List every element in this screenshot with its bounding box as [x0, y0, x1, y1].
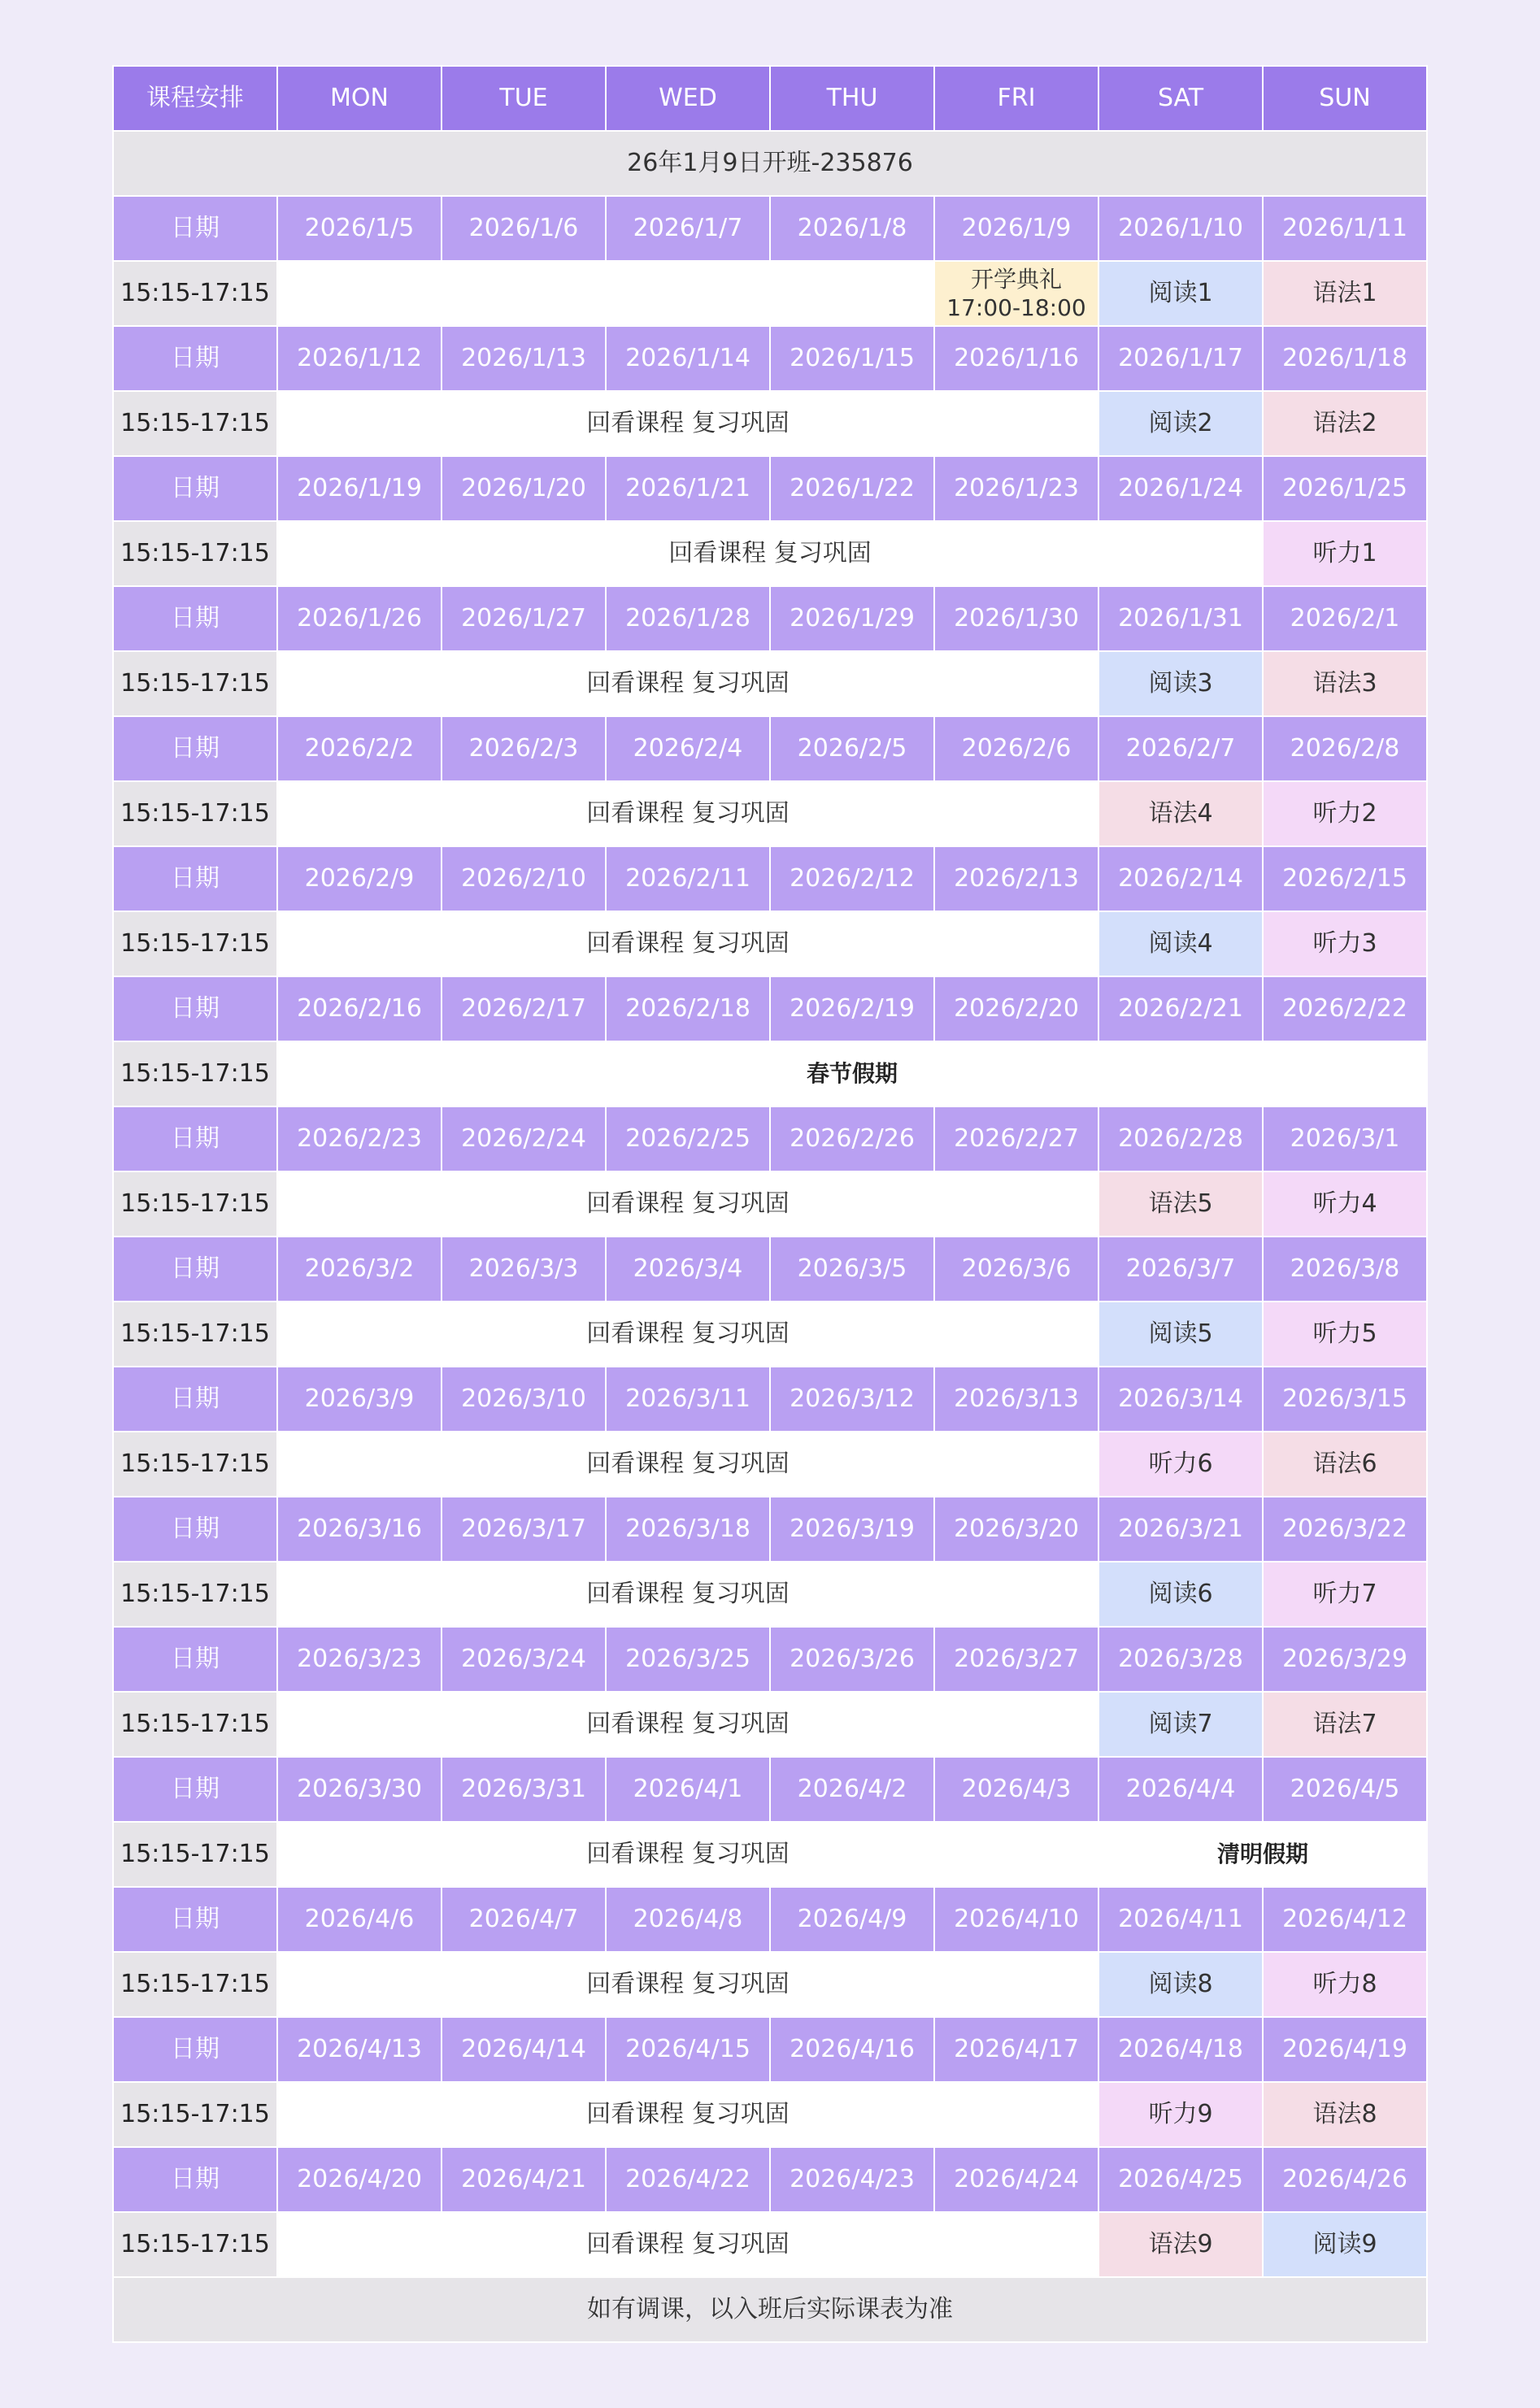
date-row — [113, 2147, 1427, 2212]
session-listening: 听力5 — [1263, 1302, 1427, 1367]
session-review: 回看课程 复习巩固 — [277, 2082, 1098, 2147]
session-row — [113, 521, 1427, 586]
date-cell: 2026/2/27 — [934, 1106, 1098, 1171]
date-cell: 2026/1/23 — [934, 456, 1098, 521]
date-row — [113, 1497, 1427, 1562]
date-cell: 2026/2/3 — [442, 716, 606, 781]
date-cell: 2026/2/17 — [442, 976, 606, 1041]
date-cell: 2026/3/26 — [770, 1627, 934, 1692]
session-reading: 阅读1 — [1098, 261, 1263, 326]
session-row — [113, 2082, 1427, 2147]
date-cell: 2026/3/25 — [606, 1627, 770, 1692]
schedule-title: 课程安排 — [113, 66, 277, 131]
session-grammar: 语法2 — [1263, 391, 1427, 456]
date-cell: 2026/4/3 — [934, 1757, 1098, 1822]
session-grammar: 语法7 — [1263, 1692, 1427, 1757]
date-cell: 2026/1/21 — [606, 456, 770, 521]
date-cell: 2026/3/19 — [770, 1497, 934, 1562]
date-cell: 2026/2/13 — [934, 846, 1098, 911]
date-label: 日期 — [113, 2017, 277, 2082]
session-row — [113, 1432, 1427, 1497]
date-label: 日期 — [113, 1757, 277, 1822]
date-cell: 2026/1/13 — [442, 326, 606, 391]
session-row — [113, 261, 1427, 326]
session-reading: 阅读9 — [1263, 2212, 1427, 2277]
date-cell: 2026/3/17 — [442, 1497, 606, 1562]
date-cell: 2026/1/9 — [934, 196, 1098, 261]
date-row — [113, 1627, 1427, 1692]
date-cell: 2026/4/4 — [1098, 1757, 1263, 1822]
date-cell: 2026/4/7 — [442, 1887, 606, 1952]
time-label: 15:15-17:15 — [113, 1432, 277, 1497]
date-row — [113, 326, 1427, 391]
date-cell: 2026/1/27 — [442, 586, 606, 651]
day-header-fri: FRI — [934, 66, 1098, 131]
session-review: 回看课程 复习巩固 — [277, 1562, 1098, 1627]
date-cell: 2026/4/17 — [934, 2017, 1098, 2082]
date-label: 日期 — [113, 586, 277, 651]
date-cell: 2026/3/2 — [277, 1237, 442, 1302]
date-cell: 2026/1/30 — [934, 586, 1098, 651]
date-cell: 2026/4/1 — [606, 1757, 770, 1822]
session-row — [113, 1952, 1427, 2017]
session-reading: 阅读7 — [1098, 1692, 1263, 1757]
session-row — [113, 1562, 1427, 1627]
date-cell: 2026/1/12 — [277, 326, 442, 391]
date-cell: 2026/3/24 — [442, 1627, 606, 1692]
time-label: 15:15-17:15 — [113, 1952, 277, 2017]
time-label: 15:15-17:15 — [113, 1692, 277, 1757]
date-row — [113, 456, 1427, 521]
session-review: 回看课程 复习巩固 — [277, 911, 1098, 976]
date-cell: 2026/4/23 — [770, 2147, 934, 2212]
session-row — [113, 1171, 1427, 1237]
session-row — [113, 2212, 1427, 2277]
date-cell: 2026/2/20 — [934, 976, 1098, 1041]
date-cell: 2026/4/26 — [1263, 2147, 1427, 2212]
date-cell: 2026/4/6 — [277, 1887, 442, 1952]
session-grammar: 语法9 — [1098, 2212, 1263, 2277]
date-cell: 2026/2/2 — [277, 716, 442, 781]
day-header-wed: WED — [606, 66, 770, 131]
footer-note: 如有调课，以入班后实际课表为准 — [113, 2277, 1427, 2342]
date-cell: 2026/1/15 — [770, 326, 934, 391]
date-label: 日期 — [113, 326, 277, 391]
date-cell: 2026/3/9 — [277, 1367, 442, 1432]
session-review: 回看课程 复习巩固 — [277, 1432, 1098, 1497]
session-reading: 阅读2 — [1098, 391, 1263, 456]
session-reading: 阅读6 — [1098, 1562, 1263, 1627]
date-cell: 2026/4/13 — [277, 2017, 442, 2082]
date-cell: 2026/4/18 — [1098, 2017, 1263, 2082]
session-review: 回看课程 复习巩固 — [277, 1302, 1098, 1367]
date-cell: 2026/1/31 — [1098, 586, 1263, 651]
date-row — [113, 976, 1427, 1041]
date-cell: 2026/2/26 — [770, 1106, 934, 1171]
date-label: 日期 — [113, 456, 277, 521]
date-row — [113, 1367, 1427, 1432]
session-listening: 听力3 — [1263, 911, 1427, 976]
session-row — [113, 1041, 1427, 1106]
session-listening: 听力4 — [1263, 1171, 1427, 1237]
date-cell: 2026/4/16 — [770, 2017, 934, 2082]
day-header-mon: MON — [277, 66, 442, 131]
date-cell: 2026/3/11 — [606, 1367, 770, 1432]
date-row — [113, 1887, 1427, 1952]
time-label: 15:15-17:15 — [113, 391, 277, 456]
date-cell: 2026/4/11 — [1098, 1887, 1263, 1952]
date-cell: 2026/4/21 — [442, 2147, 606, 2212]
session-holiday: 清明假期 — [1098, 1822, 1427, 1887]
date-cell: 2026/3/30 — [277, 1757, 442, 1822]
date-cell: 2026/2/16 — [277, 976, 442, 1041]
date-cell: 2026/3/5 — [770, 1237, 934, 1302]
session-grammar: 语法5 — [1098, 1171, 1263, 1237]
session-reading: 阅读4 — [1098, 911, 1263, 976]
date-cell: 2026/4/8 — [606, 1887, 770, 1952]
date-cell: 2026/2/10 — [442, 846, 606, 911]
time-label: 15:15-17:15 — [113, 521, 277, 586]
date-row — [113, 1757, 1427, 1822]
date-cell: 2026/2/25 — [606, 1106, 770, 1171]
session-reading: 阅读5 — [1098, 1302, 1263, 1367]
date-cell: 2026/4/15 — [606, 2017, 770, 2082]
date-cell: 2026/1/22 — [770, 456, 934, 521]
date-cell: 2026/3/27 — [934, 1627, 1098, 1692]
date-cell: 2026/3/23 — [277, 1627, 442, 1692]
time-label: 15:15-17:15 — [113, 781, 277, 846]
time-label: 15:15-17:15 — [113, 911, 277, 976]
date-cell: 2026/2/4 — [606, 716, 770, 781]
date-label: 日期 — [113, 1367, 277, 1432]
session-review: 回看课程 复习巩固 — [277, 1952, 1098, 2017]
time-label: 15:15-17:15 — [113, 2082, 277, 2147]
date-cell: 2026/4/25 — [1098, 2147, 1263, 2212]
date-cell: 2026/3/8 — [1263, 1237, 1427, 1302]
session-listening: 听力6 — [1098, 1432, 1263, 1497]
date-label: 日期 — [113, 846, 277, 911]
date-cell: 2026/4/5 — [1263, 1757, 1427, 1822]
class-banner-row — [113, 131, 1427, 196]
date-cell: 2026/1/29 — [770, 586, 934, 651]
date-cell: 2026/2/12 — [770, 846, 934, 911]
session-row — [113, 781, 1427, 846]
date-cell: 2026/2/23 — [277, 1106, 442, 1171]
date-cell: 2026/1/26 — [277, 586, 442, 651]
date-cell: 2026/2/1 — [1263, 586, 1427, 651]
date-cell: 2026/1/19 — [277, 456, 442, 521]
date-label: 日期 — [113, 196, 277, 261]
date-label: 日期 — [113, 1497, 277, 1562]
date-cell: 2026/1/16 — [934, 326, 1098, 391]
course-schedule-table — [112, 65, 1428, 2343]
date-cell: 2026/4/19 — [1263, 2017, 1427, 2082]
date-cell: 2026/4/24 — [934, 2147, 1098, 2212]
date-cell: 2026/3/31 — [442, 1757, 606, 1822]
day-header-sat: SAT — [1098, 66, 1263, 131]
date-cell: 2026/3/29 — [1263, 1627, 1427, 1692]
date-cell: 2026/2/18 — [606, 976, 770, 1041]
date-cell: 2026/1/8 — [770, 196, 934, 261]
date-row — [113, 196, 1427, 261]
date-row — [113, 2017, 1427, 2082]
session-review: 回看课程 复习巩固 — [277, 1822, 1098, 1887]
date-label: 日期 — [113, 1887, 277, 1952]
date-cell: 2026/2/21 — [1098, 976, 1263, 1041]
session-listening: 听力7 — [1263, 1562, 1427, 1627]
session-empty — [277, 261, 934, 326]
session-review: 回看课程 复习巩固 — [277, 1171, 1098, 1237]
footer-row — [113, 2277, 1427, 2342]
date-cell: 2026/2/19 — [770, 976, 934, 1041]
session-holiday: 春节假期 — [277, 1041, 1427, 1106]
time-label: 15:15-17:15 — [113, 1302, 277, 1367]
session-ceremony: 开学典礼 17:00-18:00 — [934, 261, 1098, 326]
date-cell: 2026/2/6 — [934, 716, 1098, 781]
date-cell: 2026/2/15 — [1263, 846, 1427, 911]
date-cell: 2026/1/14 — [606, 326, 770, 391]
date-cell: 2026/1/10 — [1098, 196, 1263, 261]
date-cell: 2026/1/25 — [1263, 456, 1427, 521]
date-cell: 2026/3/1 — [1263, 1106, 1427, 1171]
session-row — [113, 391, 1427, 456]
time-label: 15:15-17:15 — [113, 1171, 277, 1237]
date-cell: 2026/1/7 — [606, 196, 770, 261]
date-cell: 2026/3/28 — [1098, 1627, 1263, 1692]
time-label: 15:15-17:15 — [113, 1562, 277, 1627]
date-cell: 2026/1/17 — [1098, 326, 1263, 391]
session-review: 回看课程 复习巩固 — [277, 1692, 1098, 1757]
date-cell: 2026/4/2 — [770, 1757, 934, 1822]
session-grammar: 语法6 — [1263, 1432, 1427, 1497]
date-cell: 2026/2/8 — [1263, 716, 1427, 781]
date-cell: 2026/1/5 — [277, 196, 442, 261]
session-grammar: 语法4 — [1098, 781, 1263, 846]
date-cell: 2026/3/22 — [1263, 1497, 1427, 1562]
date-cell: 2026/4/14 — [442, 2017, 606, 2082]
session-row — [113, 1302, 1427, 1367]
date-cell: 2026/2/28 — [1098, 1106, 1263, 1171]
date-cell: 2026/2/11 — [606, 846, 770, 911]
date-row — [113, 1106, 1427, 1171]
date-cell: 2026/2/7 — [1098, 716, 1263, 781]
date-cell: 2026/3/21 — [1098, 1497, 1263, 1562]
session-listening: 听力2 — [1263, 781, 1427, 846]
date-row — [113, 586, 1427, 651]
date-cell: 2026/3/12 — [770, 1367, 934, 1432]
date-cell: 2026/4/22 — [606, 2147, 770, 2212]
date-cell: 2026/1/28 — [606, 586, 770, 651]
session-row — [113, 1822, 1427, 1887]
time-label: 15:15-17:15 — [113, 1822, 277, 1887]
time-label: 15:15-17:15 — [113, 261, 277, 326]
session-listening: 听力9 — [1098, 2082, 1263, 2147]
session-listening: 听力1 — [1263, 521, 1427, 586]
session-review: 回看课程 复习巩固 — [277, 651, 1098, 716]
date-cell: 2026/1/6 — [442, 196, 606, 261]
date-cell: 2026/3/3 — [442, 1237, 606, 1302]
date-cell: 2026/3/14 — [1098, 1367, 1263, 1432]
date-label: 日期 — [113, 1106, 277, 1171]
date-cell: 2026/1/11 — [1263, 196, 1427, 261]
date-cell: 2026/2/22 — [1263, 976, 1427, 1041]
session-review: 回看课程 复习巩固 — [277, 391, 1098, 456]
date-cell: 2026/3/6 — [934, 1237, 1098, 1302]
time-label: 15:15-17:15 — [113, 651, 277, 716]
date-cell: 2026/4/20 — [277, 2147, 442, 2212]
date-cell: 2026/3/16 — [277, 1497, 442, 1562]
time-label: 15:15-17:15 — [113, 2212, 277, 2277]
session-listening: 听力8 — [1263, 1952, 1427, 2017]
date-row — [113, 716, 1427, 781]
date-label: 日期 — [113, 1627, 277, 1692]
session-review: 回看课程 复习巩固 — [277, 521, 1263, 586]
session-grammar: 语法3 — [1263, 651, 1427, 716]
session-row — [113, 1692, 1427, 1757]
date-cell: 2026/1/18 — [1263, 326, 1427, 391]
session-reading: 阅读8 — [1098, 1952, 1263, 2017]
date-label: 日期 — [113, 716, 277, 781]
date-cell: 2026/3/18 — [606, 1497, 770, 1562]
date-label: 日期 — [113, 1237, 277, 1302]
date-cell: 2026/3/15 — [1263, 1367, 1427, 1432]
class-banner: 26年1月9日开班-235876 — [113, 131, 1427, 196]
schedule-body — [113, 66, 1427, 2342]
session-review: 回看课程 复习巩固 — [277, 781, 1098, 846]
session-grammar: 语法8 — [1263, 2082, 1427, 2147]
date-cell: 2026/1/24 — [1098, 456, 1263, 521]
day-header-thu: THU — [770, 66, 934, 131]
date-row — [113, 1237, 1427, 1302]
date-cell: 2026/4/12 — [1263, 1887, 1427, 1952]
session-reading: 阅读3 — [1098, 651, 1263, 716]
date-cell: 2026/3/4 — [606, 1237, 770, 1302]
date-cell: 2026/3/10 — [442, 1367, 606, 1432]
date-row — [113, 846, 1427, 911]
session-row — [113, 651, 1427, 716]
day-header-tue: TUE — [442, 66, 606, 131]
date-cell: 2026/1/20 — [442, 456, 606, 521]
date-cell: 2026/2/5 — [770, 716, 934, 781]
date-label: 日期 — [113, 976, 277, 1041]
time-label: 15:15-17:15 — [113, 1041, 277, 1106]
day-header-sun: SUN — [1263, 66, 1427, 131]
date-cell: 2026/4/9 — [770, 1887, 934, 1952]
session-review: 回看课程 复习巩固 — [277, 2212, 1098, 2277]
header-row — [113, 66, 1427, 131]
date-cell: 2026/2/24 — [442, 1106, 606, 1171]
date-label: 日期 — [113, 2147, 277, 2212]
date-cell: 2026/2/9 — [277, 846, 442, 911]
date-cell: 2026/3/7 — [1098, 1237, 1263, 1302]
date-cell: 2026/3/13 — [934, 1367, 1098, 1432]
session-grammar: 语法1 — [1263, 261, 1427, 326]
date-cell: 2026/3/20 — [934, 1497, 1098, 1562]
session-row — [113, 911, 1427, 976]
date-cell: 2026/4/10 — [934, 1887, 1098, 1952]
date-cell: 2026/2/14 — [1098, 846, 1263, 911]
